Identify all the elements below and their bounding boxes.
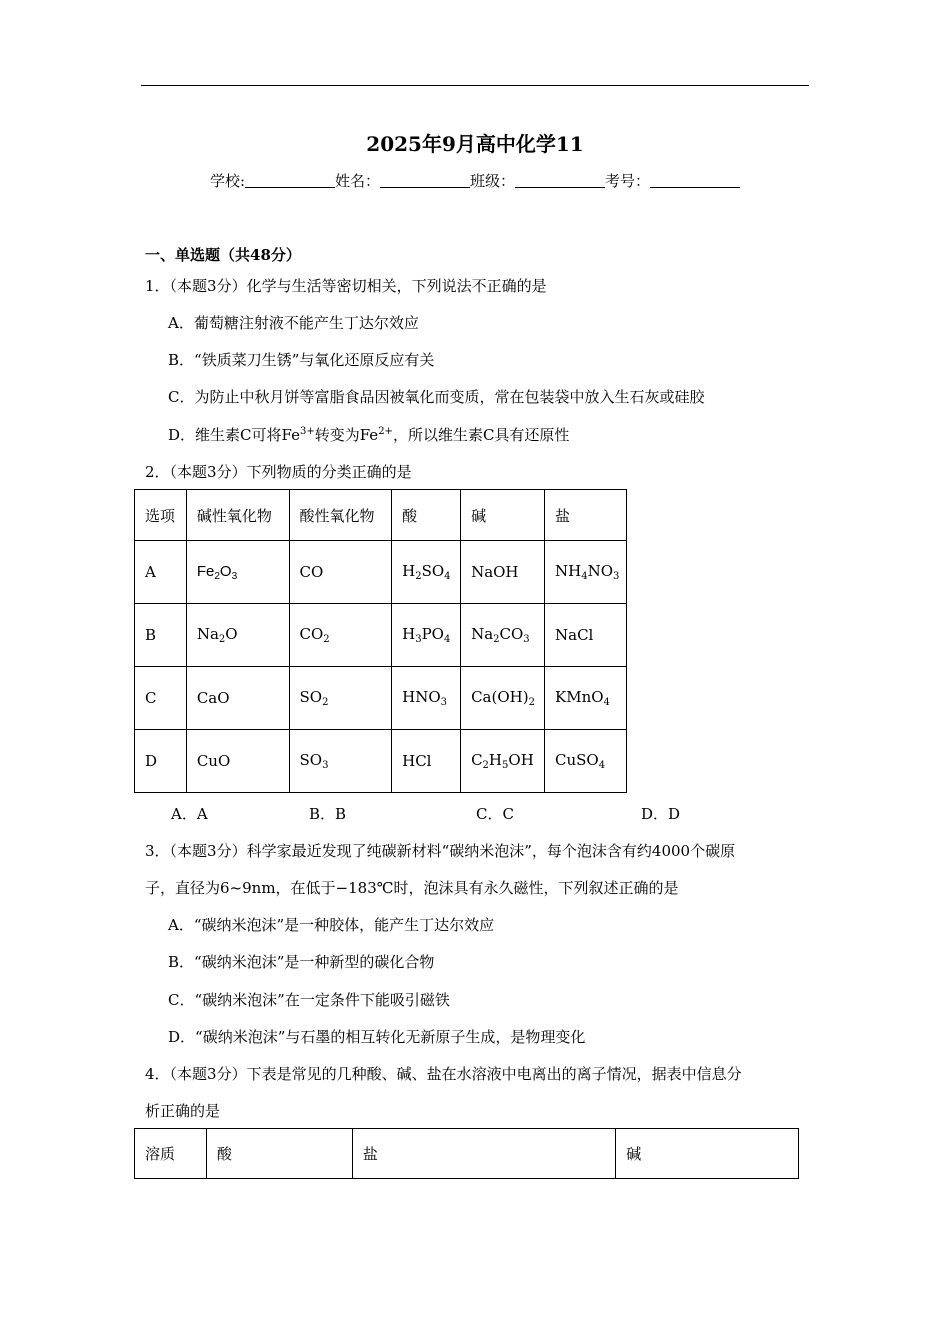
- q3-option-b: B．“碳纳米泡沫”是一种新型的碳化合物: [168, 953, 435, 971]
- q3-stem-line1: 3．（本题3分）科学家最近发现了纯碳新材料“碳纳米泡沫”，每个泡沫含有约4000个碳原: [145, 842, 736, 860]
- formula-subscript: 3: [415, 634, 422, 645]
- q2-header-cell: 酸性氧化物: [289, 490, 392, 541]
- table-cell: HCl: [392, 730, 461, 793]
- table-cell: $H_2SO_4$: [392, 541, 461, 604]
- number-blank: [650, 172, 740, 188]
- school-blank: [245, 172, 335, 188]
- q4-stem-line1: 4．（本题3分）下表是常见的几种酸、碱、盐在水溶液中电离出的离子情况，据表中信息分: [145, 1065, 742, 1083]
- formula-subscript: 4: [598, 760, 606, 771]
- table-cell: $NH_4NO_3$: [545, 541, 627, 604]
- q1-option-c: C．为防止中秋月饼等富脂食品因被氧化而变质，常在包装袋中放入生石灰或硅胶: [168, 388, 705, 406]
- q1-d-sup2: 2+: [378, 426, 393, 437]
- q1-d-sup1: 3+: [299, 426, 315, 437]
- table-cell: $Na_2O$: [186, 604, 289, 667]
- class-label: 班级：: [470, 172, 516, 190]
- table-cell: $Ca(OH)_2$: [461, 667, 545, 730]
- table-cell: CuSO$_4$: [545, 730, 627, 793]
- formula-subscript: 2: [415, 571, 422, 582]
- q2-table-header: [135, 490, 627, 541]
- formula-subscript: 2: [482, 760, 489, 771]
- q3-option-a: A．“碳纳米泡沫”是一种胶体，能产生丁达尔效应: [168, 916, 495, 934]
- student-info: [0, 170, 950, 191]
- formula-subscript: 2: [322, 697, 329, 708]
- formula-subscript: 2: [528, 697, 535, 708]
- formula-subscript: 4: [443, 634, 451, 645]
- table-cell: $Na_2CO_3$: [461, 604, 545, 667]
- q4-header-cell: 碱: [616, 1129, 799, 1179]
- q2-header-cell: 碱: [461, 490, 545, 541]
- q2-stem: 2．（本题3分）下列物质的分类正确的是: [145, 463, 412, 481]
- formula-subscript: 4: [581, 571, 588, 582]
- formula-subscript: 3: [440, 697, 448, 708]
- table-row: [135, 667, 627, 730]
- table-cell: NaOH: [461, 541, 545, 604]
- top-rule: [141, 85, 809, 86]
- table-cell: $SO_3$: [289, 730, 392, 793]
- formula-subscript: 2: [214, 570, 220, 582]
- q2-table: [134, 489, 627, 793]
- name-label: 姓名：: [335, 172, 381, 190]
- table-cell: $CO_2$: [289, 604, 392, 667]
- table-cell: CaO: [186, 667, 289, 730]
- q1-d-mid: 转变为Fe: [314, 426, 379, 444]
- q1-stem: 1．（本题3分）化学与生活等密切相关，下列说法不正确的是: [145, 277, 547, 295]
- section-heading: 一、单选题（共48分）: [145, 246, 301, 264]
- q1-option-d: [168, 424, 569, 445]
- name-blank: [380, 172, 470, 188]
- formula-subscript: 3: [322, 760, 329, 771]
- formula-subscript: 2: [218, 634, 226, 645]
- formula-subscript: 4: [444, 571, 451, 582]
- table-cell: $C_2H_5OH$: [461, 730, 545, 793]
- q3-option-d: D．“碳纳米泡沫”与石墨的相互转化无新原子生成，是物理变化: [168, 1028, 586, 1046]
- q2-option-b: B．B: [309, 805, 347, 823]
- q4-header-cell: 溶质: [135, 1129, 207, 1179]
- table-cell: NaCl: [545, 604, 627, 667]
- q4-stem-line2: 析正确的是: [145, 1102, 221, 1120]
- q1-option-a: A．葡萄糖注射液不能产生丁达尔效应: [168, 314, 419, 332]
- q2-header-cell: 酸: [392, 490, 461, 541]
- table-cell: B: [135, 604, 187, 667]
- table-cell: $SO_2$: [289, 667, 392, 730]
- class-blank: [515, 172, 605, 188]
- q2-option-c: C．C: [476, 805, 514, 823]
- q3-stem-line2: 子，直径为6~9nm，在低于−183℃时，泡沫具有永久磁性，下列叙述正确的是: [145, 879, 679, 897]
- q1-d-post: ，所以维生素C具有还原性: [392, 426, 570, 444]
- q4-table: [134, 1128, 799, 1179]
- table-cell: A: [135, 541, 187, 604]
- q1-d-pre: D．维生素C可将Fe: [168, 426, 300, 444]
- q2-header-cell: 选项: [135, 490, 187, 541]
- table-cell: C: [135, 667, 187, 730]
- table-cell: $H_3PO_4$: [392, 604, 461, 667]
- q4-header-cell: 盐: [352, 1129, 616, 1179]
- formula-subscript: 5: [502, 760, 509, 771]
- formula-subscript: 3: [523, 634, 530, 645]
- table-row: [135, 730, 627, 793]
- q2-option-d: D．D: [641, 805, 681, 823]
- number-label: 考号：: [605, 172, 651, 190]
- formula-subscript: 4: [603, 697, 610, 708]
- q2-option-a: A．A: [171, 805, 208, 823]
- q4-table-header: [135, 1129, 799, 1179]
- q1-option-b: B．“铁质菜刀生锈”与氧化还原反应有关: [168, 351, 435, 369]
- formula-subscript: 3: [231, 570, 238, 582]
- table-cell: D: [135, 730, 187, 793]
- page-title: 2025年9月高中化学11: [366, 132, 584, 156]
- table-cell: CuO: [186, 730, 289, 793]
- q2-header-cell: 碱性氧化物: [186, 490, 289, 541]
- formula-subscript: 3: [613, 571, 620, 582]
- formula-subscript: 2: [493, 634, 500, 645]
- q2-header-cell: 盐: [545, 490, 627, 541]
- table-cell: $Fe_2O_3$: [186, 541, 289, 604]
- table-cell: KMnO$_4$: [545, 667, 627, 730]
- table-cell: $HNO_3$: [392, 667, 461, 730]
- table-cell: CO: [289, 541, 392, 604]
- school-label: 学校:: [209, 172, 245, 190]
- table-row: [135, 541, 627, 604]
- q3-option-c: C．“碳纳米泡沫”在一定条件下能吸引磁铁: [168, 991, 450, 1009]
- q4-header-cell: 酸: [206, 1129, 352, 1179]
- formula-subscript: 2: [323, 634, 330, 645]
- table-row: [135, 604, 627, 667]
